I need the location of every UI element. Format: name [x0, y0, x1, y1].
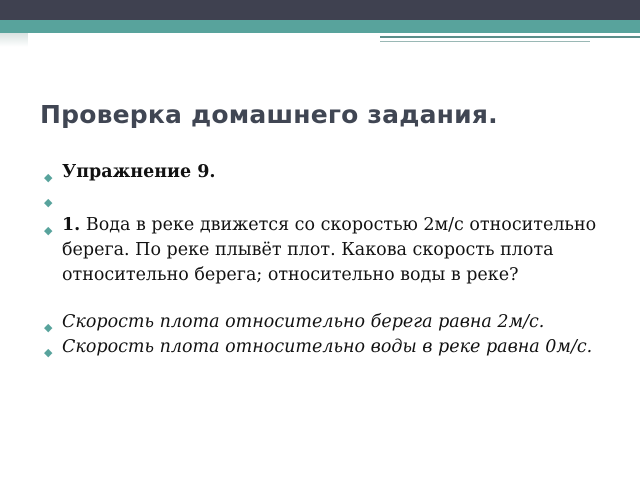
- question-number: 1.: [62, 215, 81, 235]
- slide-title: Проверка домашнего задания.: [40, 100, 498, 129]
- header-accent-line: [380, 36, 640, 38]
- bullet-icon: ◆: [44, 321, 53, 334]
- bullet-icon: ◆: [44, 171, 53, 184]
- question-text: Вода в реке движется со скоростью 2м/с относительно берега. По реке плывёт плот. Какова скорость плота относительно берега; относительно воды в реке?: [62, 215, 597, 285]
- list-item-empty: [44, 185, 624, 210]
- header-accent-line-thin: [380, 41, 590, 42]
- header-dark-band: [0, 0, 640, 20]
- bullet-list: [44, 160, 624, 360]
- header-teal-band: [0, 20, 640, 33]
- list-item-answer: [44, 310, 624, 335]
- bullet-icon: ◆: [44, 224, 53, 237]
- list-item-question: [44, 213, 624, 288]
- bullet-icon: ◆: [44, 346, 53, 359]
- bullet-icon: ◆: [44, 196, 53, 209]
- answer-text: Скорость плота относительно воды в реке равна 0м/с.: [62, 337, 593, 357]
- list-item-exercise: [44, 160, 624, 185]
- answer-text: Скорость плота относительно берега равна 2м/с.: [62, 312, 545, 332]
- header-shadow: [0, 33, 28, 47]
- list-item-answer: [44, 335, 624, 360]
- exercise-label: Упражнение 9.: [62, 162, 216, 182]
